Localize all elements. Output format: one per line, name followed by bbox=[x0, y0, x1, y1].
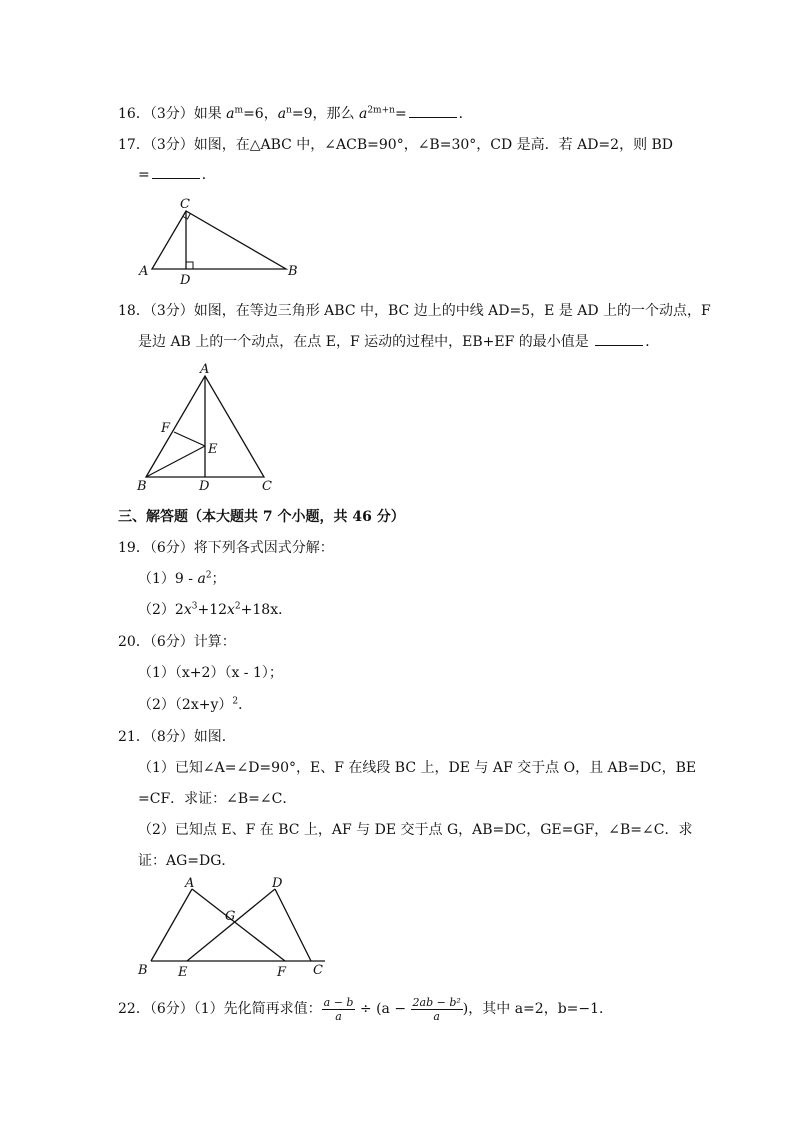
question-22 bbox=[118, 994, 613, 1024]
q22-end: )，其中 a=2，b=−1． bbox=[462, 1001, 614, 1017]
label-g: G bbox=[225, 909, 236, 924]
section-3-heading: 三、解答题（本大题共 7 个小题，共 46 分） bbox=[118, 509, 405, 525]
question-21-part-2-line-2: 证：AG=DG． bbox=[138, 853, 236, 869]
q19-p1-base: a bbox=[197, 571, 206, 587]
question-19-part-1 bbox=[138, 569, 226, 589]
q19-p2-exp-2: 2 bbox=[234, 601, 241, 612]
q22-text: 22．（6分）（1）先化简再求值： bbox=[118, 1001, 322, 1017]
fraction-1-denominator: a bbox=[335, 1009, 342, 1023]
answer-blank bbox=[152, 166, 200, 179]
label-a: A bbox=[185, 876, 195, 891]
q16-base-1: a bbox=[226, 106, 235, 122]
figure-q18-equilateral-triangle bbox=[130, 360, 290, 495]
question-19-part-2 bbox=[138, 600, 292, 620]
label-d: D bbox=[199, 479, 210, 494]
label-c: C bbox=[262, 479, 272, 494]
label-e: E bbox=[208, 442, 218, 457]
fraction-1-numerator: a − b bbox=[323, 995, 354, 1009]
question-21-part-2-line-1: （2）已知点 E、F 在 BC 上，AF 与 DE 交于点 G，AB=DC，GE=GF，∠B=∠C．求 bbox=[138, 822, 693, 838]
label-d: D bbox=[272, 876, 283, 891]
answer-blank bbox=[595, 333, 643, 346]
question-21-part-1-line-1: （1）已知∠A=∠D=90°，E、F 在线段 BC 上，DE 与 AF 交于点 O，且 AB=DC，BE bbox=[138, 760, 697, 776]
question-18-line-1: 18．（3分）如图，在等边三角形 ABC 中，BC 边上的中线 AD=5，E 是 AD 上的一个动点，F bbox=[118, 303, 711, 319]
q19-p2-exp-1: 3 bbox=[191, 601, 198, 612]
q16-base-3: a bbox=[358, 106, 368, 122]
label-d: D bbox=[180, 273, 191, 288]
figure-q21-crossing-triangles bbox=[135, 873, 335, 983]
fraction-1 bbox=[322, 996, 356, 1023]
question-20-part-1: （1）（x+2）（x - 1）； bbox=[138, 665, 283, 681]
q16-exp-3: 2m+n bbox=[367, 105, 395, 116]
label-c: C bbox=[180, 197, 190, 212]
question-17-line-1: 17．（3分）如图，在△ABC 中，∠ACB=90°，∠B=30°，CD 是高．若 AD=2，则 BD bbox=[118, 137, 674, 153]
q18-text: 是边 AB 上的一个动点，在点 E，F 运动的过程中，EB+EF 的最小值是 bbox=[138, 334, 594, 350]
q19-p2-base-1: x bbox=[183, 602, 192, 618]
q19-p1-text: （1）9 - bbox=[138, 571, 198, 587]
fraction-2-denominator: a bbox=[433, 1009, 440, 1023]
q16-text-2: =9，那么 bbox=[291, 106, 359, 122]
label-b: B bbox=[288, 264, 298, 279]
label-b: B bbox=[137, 479, 147, 494]
question-19-title: 19．（6分）将下列各式因式分解： bbox=[118, 540, 334, 556]
figure-q17-right-triangle bbox=[130, 195, 310, 288]
triangle-abc bbox=[152, 211, 286, 269]
question-18-line-2 bbox=[138, 332, 659, 352]
label-b: B bbox=[138, 963, 148, 978]
label-a: A bbox=[139, 264, 149, 279]
question-20-part-2 bbox=[138, 695, 252, 715]
label-f: F bbox=[161, 421, 171, 436]
segment-ab bbox=[151, 889, 192, 961]
segment-dc bbox=[275, 889, 311, 961]
q19-p2-end: +18x． bbox=[240, 602, 293, 618]
q19-p2-mid: +12 bbox=[197, 602, 228, 618]
q19-p1-end: ； bbox=[211, 571, 226, 587]
question-20-title: 20．（6分）计算： bbox=[118, 634, 236, 650]
q16-text-1: =6， bbox=[243, 106, 278, 122]
q16-text-3: = bbox=[394, 106, 407, 122]
q16-exp-1: m bbox=[234, 105, 244, 116]
segment-fe bbox=[174, 432, 205, 446]
question-16 bbox=[118, 104, 473, 124]
fraction-2-numerator: 2ab − b² bbox=[412, 995, 461, 1009]
q17-end: ． bbox=[201, 167, 216, 183]
q16-end: ． bbox=[458, 106, 473, 122]
fraction-2 bbox=[411, 996, 463, 1023]
q19-p2-base-2: x bbox=[227, 602, 235, 618]
q18-end: ． bbox=[645, 334, 660, 350]
question-17-line-2 bbox=[138, 165, 216, 185]
question-21-title: 21．（8分）如图． bbox=[118, 729, 236, 745]
label-f: F bbox=[277, 965, 287, 980]
label-c: C bbox=[313, 963, 323, 978]
q17-equals: = bbox=[138, 167, 150, 183]
q16-base-2: a bbox=[277, 106, 287, 122]
question-21-part-1-line-2: =CF．求证：∠B=∠C． bbox=[138, 791, 297, 807]
right-angle-mark-d bbox=[186, 262, 193, 269]
q20-p2-exp: 2 bbox=[232, 696, 239, 707]
label-a: A bbox=[200, 362, 210, 377]
q22-division: ÷ (a − bbox=[355, 1001, 411, 1017]
segment-de bbox=[187, 889, 275, 961]
q20-p2-end: ． bbox=[238, 697, 253, 713]
q20-p2-text: （2）（2x+y） bbox=[138, 697, 233, 713]
answer-blank bbox=[409, 105, 457, 118]
q16-number: 16．（3分）如果 bbox=[118, 106, 227, 122]
q19-p1-exp: 2 bbox=[205, 570, 212, 581]
q19-p2-text: （2）2 bbox=[138, 602, 184, 618]
label-e: E bbox=[178, 965, 188, 980]
segment-af bbox=[192, 889, 285, 961]
q16-exp-2: n bbox=[286, 105, 292, 116]
